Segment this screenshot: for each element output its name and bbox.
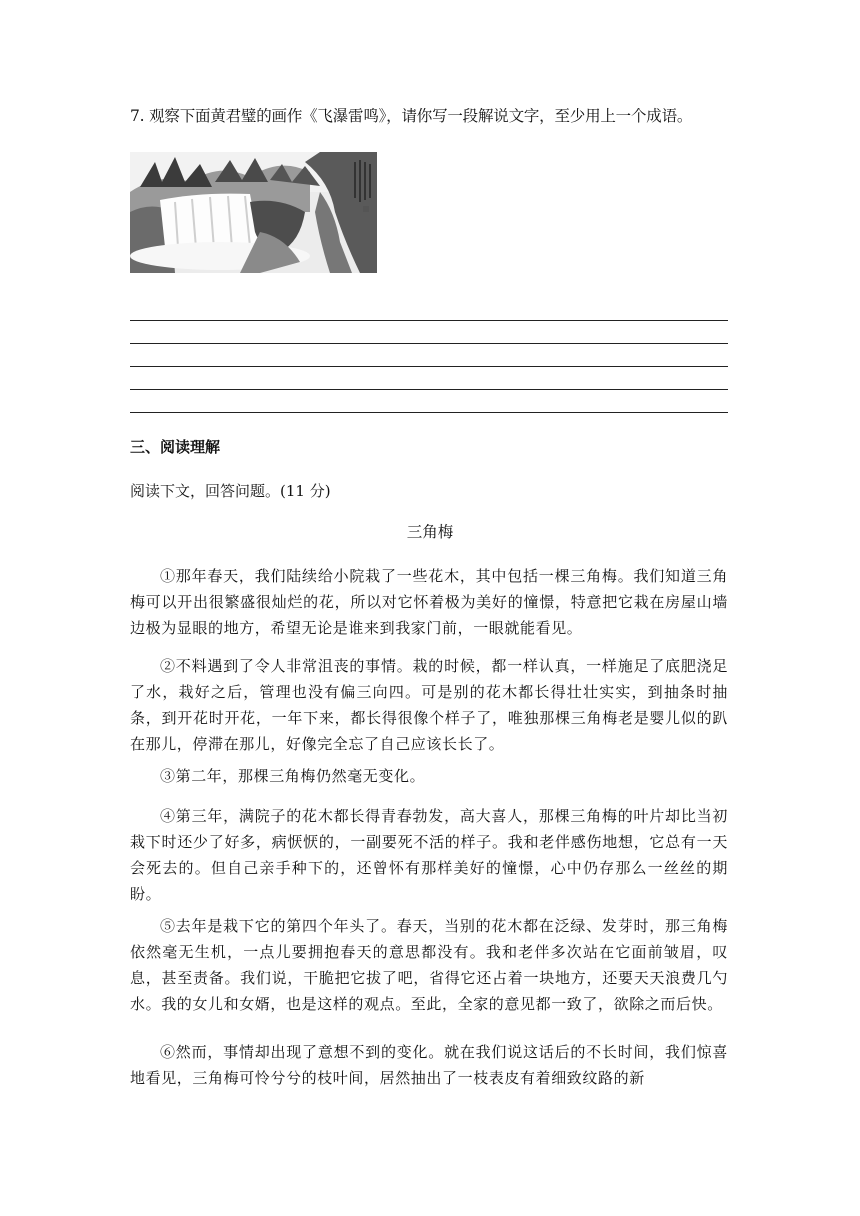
essay-paragraph-6: ⑥然而，事情却出现了意想不到的变化。就在我们说这话后的不长时间，我们惊喜地看见，三角梅可怜兮兮的枝叶间，居然抽出了一枝表皮有着细致纹路的新: [130, 1043, 728, 1087]
answer-line[interactable]: [130, 343, 728, 344]
painting-illustration: [130, 152, 377, 273]
essay-paragraph-2: ②不料遇到了令人非常沮丧的事情。栽的时候，都一样认真，一样施足了底肥浇足了水，栽好之后，管理也没有偏三向四。可是别的花木都长得壮壮实实，到抽条时抽条，到开花时开花，一年下来，都长得很像个样子了，唯独那棵三角梅老是婴儿似的趴在那儿，停滞在那儿，好像完全忘了自己应该长长了。: [130, 657, 728, 753]
answer-line[interactable]: [130, 389, 728, 390]
answer-line[interactable]: [130, 366, 728, 367]
essay-paragraph-5: ⑤去年是栽下它的第四个年头了。春天，当别的花木都在泛绿、发芽时，那三角梅依然毫无生机，一点儿要拥抱春天的意思都没有。我和老伴多次站在它面前皱眉，叹息，甚至责备。我们说，干脆把它拔了吧，省得它还占着一块地方，还要天天浪费几勺水。我的女儿和女婿，也是这样的观点。至此，全家的意见都一致了，欲除之而后快。: [130, 917, 728, 1013]
question-7-text: 7. 观察下面黄君璧的画作《飞瀑雷鸣》，请你写一段解说文字，至少用上一个成语。: [130, 107, 693, 125]
essay-paragraph-3: ③第二年，那棵三角梅仍然毫无变化。: [160, 767, 426, 785]
essay-paragraph-4: ④第三年，满院子的花木都长得青春勃发，高大喜人，那棵三角梅的叶片却比当初栽下时还少了好多，病恹恹的，一副要死不活的样子。我和老伴感伤地想，它总有一天会死去的。但自己亲手种下的，还曾怀有那样美好的憧憬，心中仍存那么一丝丝的期盼。: [130, 807, 728, 903]
answer-line[interactable]: [130, 412, 728, 413]
section-title: 三、阅读理解: [130, 438, 221, 456]
answer-lines: [130, 320, 728, 435]
reading-instruction: 阅读下文，回答问题。(11 分): [130, 482, 331, 500]
essay-paragraph-1: ①那年春天，我们陆续给小院栽了一些花木，其中包括一棵三角梅。我们知道三角梅可以开出很繁盛很灿烂的花，所以对它怀着极为美好的憧憬，特意把它栽在房屋山墙边极为显眼的地方，希望无论是谁来到我家门前，一眼就能看见。: [130, 567, 728, 637]
essay-title: 三角梅: [406, 523, 454, 541]
answer-line[interactable]: [130, 320, 728, 321]
waterfall-painting-image: [130, 152, 377, 273]
